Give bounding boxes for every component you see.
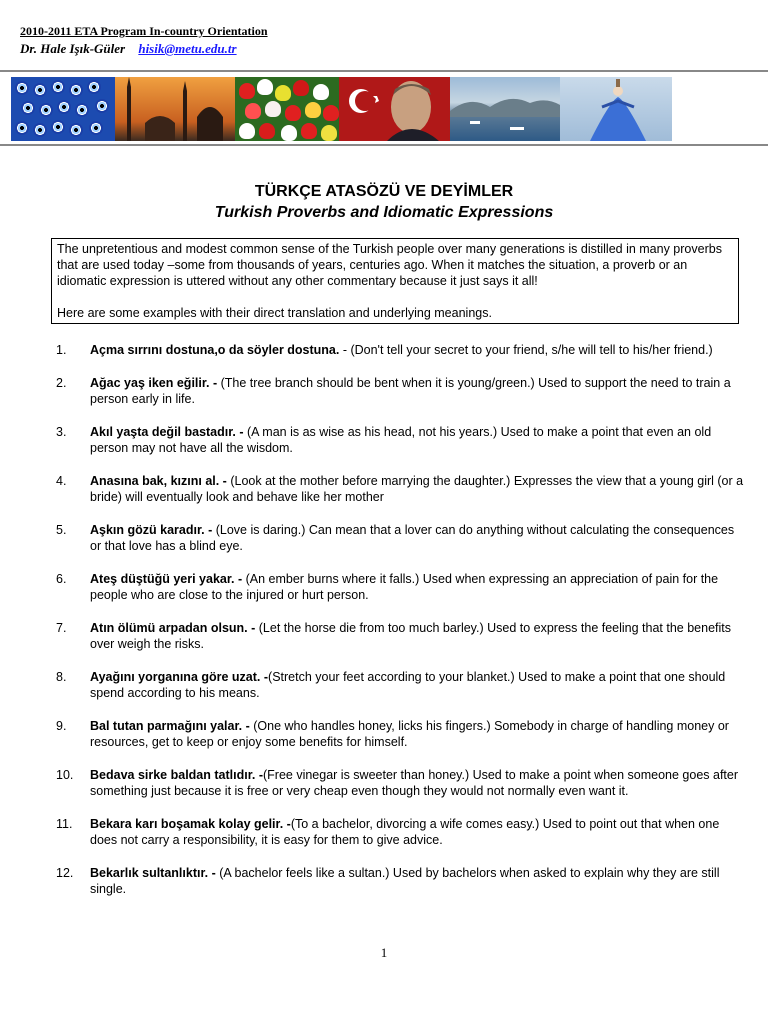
program-title: 2010-2011 ETA Program In-country Orientation (20, 24, 268, 38)
proverb-turkish: Ateş düştüğü yeri yakar. - (90, 572, 243, 586)
proverb-item (56, 571, 746, 603)
proverb-meaning: (Look at the mother before marrying the daughter.) Expresses the view that a young girl (or a bride) will eventually look and behave like her mother (90, 474, 744, 504)
tulips-image (235, 77, 339, 141)
page-subtitle: Turkish Proverbs and Idiomatic Expressions (214, 204, 554, 221)
proverb-turkish: Akıl yaşta değil bastadır. - (90, 425, 244, 439)
proverb-meaning: (An ember burns where it falls.) Used when expressing an appreciation of pain for the people who are close to the injured or hurt person. (90, 572, 719, 602)
page-number: 1 (380, 945, 388, 960)
proverb-item (56, 424, 746, 456)
author-name: Dr. Hale Işık-Güler (20, 41, 126, 56)
proverb-meaning: (One who handles honey, licks his fingers.) Somebody in charge of handling money or resources, get to keep or enjoy some benefits for himself. (90, 719, 729, 749)
proverb-meaning: (Free vinegar is sweeter than honey.) Used to make a point when someone goes after something just because it is free or very cheap even though they would not normally even want it. (90, 768, 739, 798)
proverb-number: 11. (56, 817, 73, 831)
proverb-meaning: (To a bachelor, divorcing a wife comes easy.) Used to point out that when one does not carry a responsibility, it is easy for them to give advice. (90, 817, 720, 847)
proverb-number: 10. (56, 768, 74, 782)
harbor-bay-image (450, 77, 560, 141)
proverb-item (56, 669, 746, 701)
proverb-meaning: (Love is daring.) Can mean that a lover can do anything without calculating the consequences or that love has a blind eye. (90, 523, 735, 553)
proverb-meaning: (A man is as wise as his head, not his years.) Used to make a point that even an old person may not have all the wisdom. (90, 425, 712, 455)
author-email-link[interactable]: hisik@metu.edu.tr (138, 41, 237, 56)
proverb-meaning: (Stretch your feet according to your blanket.) Used to make a point that one should spend according to his means. (90, 670, 726, 700)
proverb-turkish: Atın ölümü arpadan olsun. - (90, 621, 256, 635)
proverb-turkish: Bedava sirke baldan tatlıdır. - (90, 768, 263, 782)
proverb-item (56, 522, 746, 554)
proverb-number: 4. (56, 474, 67, 488)
proverb-number: 5. (56, 523, 67, 537)
proverb-turkish: Ağac yaş iken eğilir. - (90, 376, 218, 390)
proverb-number: 7. (56, 621, 67, 635)
proverb-number: 6. (56, 572, 67, 586)
proverb-item (56, 865, 746, 897)
proverb-number: 1. (56, 343, 67, 357)
proverb-meaning: (Let the horse die from too much barley.) Used to express the feeling that the benefits over weigh the risks. (90, 621, 732, 651)
ataturk-flag-image (339, 77, 450, 141)
proverb-item (56, 620, 746, 652)
page-title: TÜRKÇE ATASÖZÜ VE DEYİMLER (254, 183, 514, 200)
intro-paragraph: The unpretentious and modest common sense of the Turkish people over many generations is distilled in many proverbs that are used today –some from thousands of years, centuries ago. When it matches the situation, a proverb or an idiomatic expression is uttered without any other commentary because it just says it all! (57, 242, 722, 288)
photo-banner (0, 70, 768, 146)
proverb-number: 3. (56, 425, 67, 439)
proverb-meaning: - (Don't tell your secret to your friend, s/he will tell to his/her friend.) (339, 343, 713, 357)
author-line (20, 41, 237, 57)
proverb-turkish: Anasına bak, kızını al. - (90, 474, 227, 488)
proverb-item (56, 718, 746, 750)
whirling-dervish-image (560, 77, 672, 141)
proverb-turkish: Bekara karı boşamak kolay gelir. - (90, 817, 291, 831)
proverb-number: 8. (56, 670, 67, 684)
evil-eye-beads-image (11, 77, 115, 141)
proverb-item (56, 342, 746, 358)
proverb-turkish: Bekarlık sultanlıktır. - (90, 866, 216, 880)
proverb-item (56, 375, 746, 407)
proverb-meaning: (The tree branch should be bent when it is young/green.) Used to support the need to train a person early in life. (90, 376, 731, 406)
proverb-item (56, 767, 746, 799)
proverb-number: 9. (56, 719, 67, 733)
proverb-meaning: (A bachelor feels like a sultan.) Used by bachelors when asked to explain why they are still single. (90, 866, 720, 896)
proverb-item (56, 473, 746, 505)
intro-box (51, 238, 739, 324)
proverb-number: 12. (56, 866, 74, 880)
proverb-turkish: Ayağını yorganına göre uzat. - (90, 670, 269, 684)
proverb-turkish: Açma sırrını dostuna,o da söyler dostuna. (90, 343, 340, 357)
proverb-turkish: Aşkın gözü karadır. - (90, 523, 213, 537)
intro-paragraph-examples: Here are some examples with their direct translation and underlying meanings. (57, 306, 492, 320)
mosque-silhouette-image (115, 77, 235, 141)
proverb-item (56, 816, 746, 848)
proverb-list (56, 342, 746, 914)
proverb-turkish: Bal tutan parmağını yalar. - (90, 719, 250, 733)
proverb-number: 2. (56, 376, 67, 390)
